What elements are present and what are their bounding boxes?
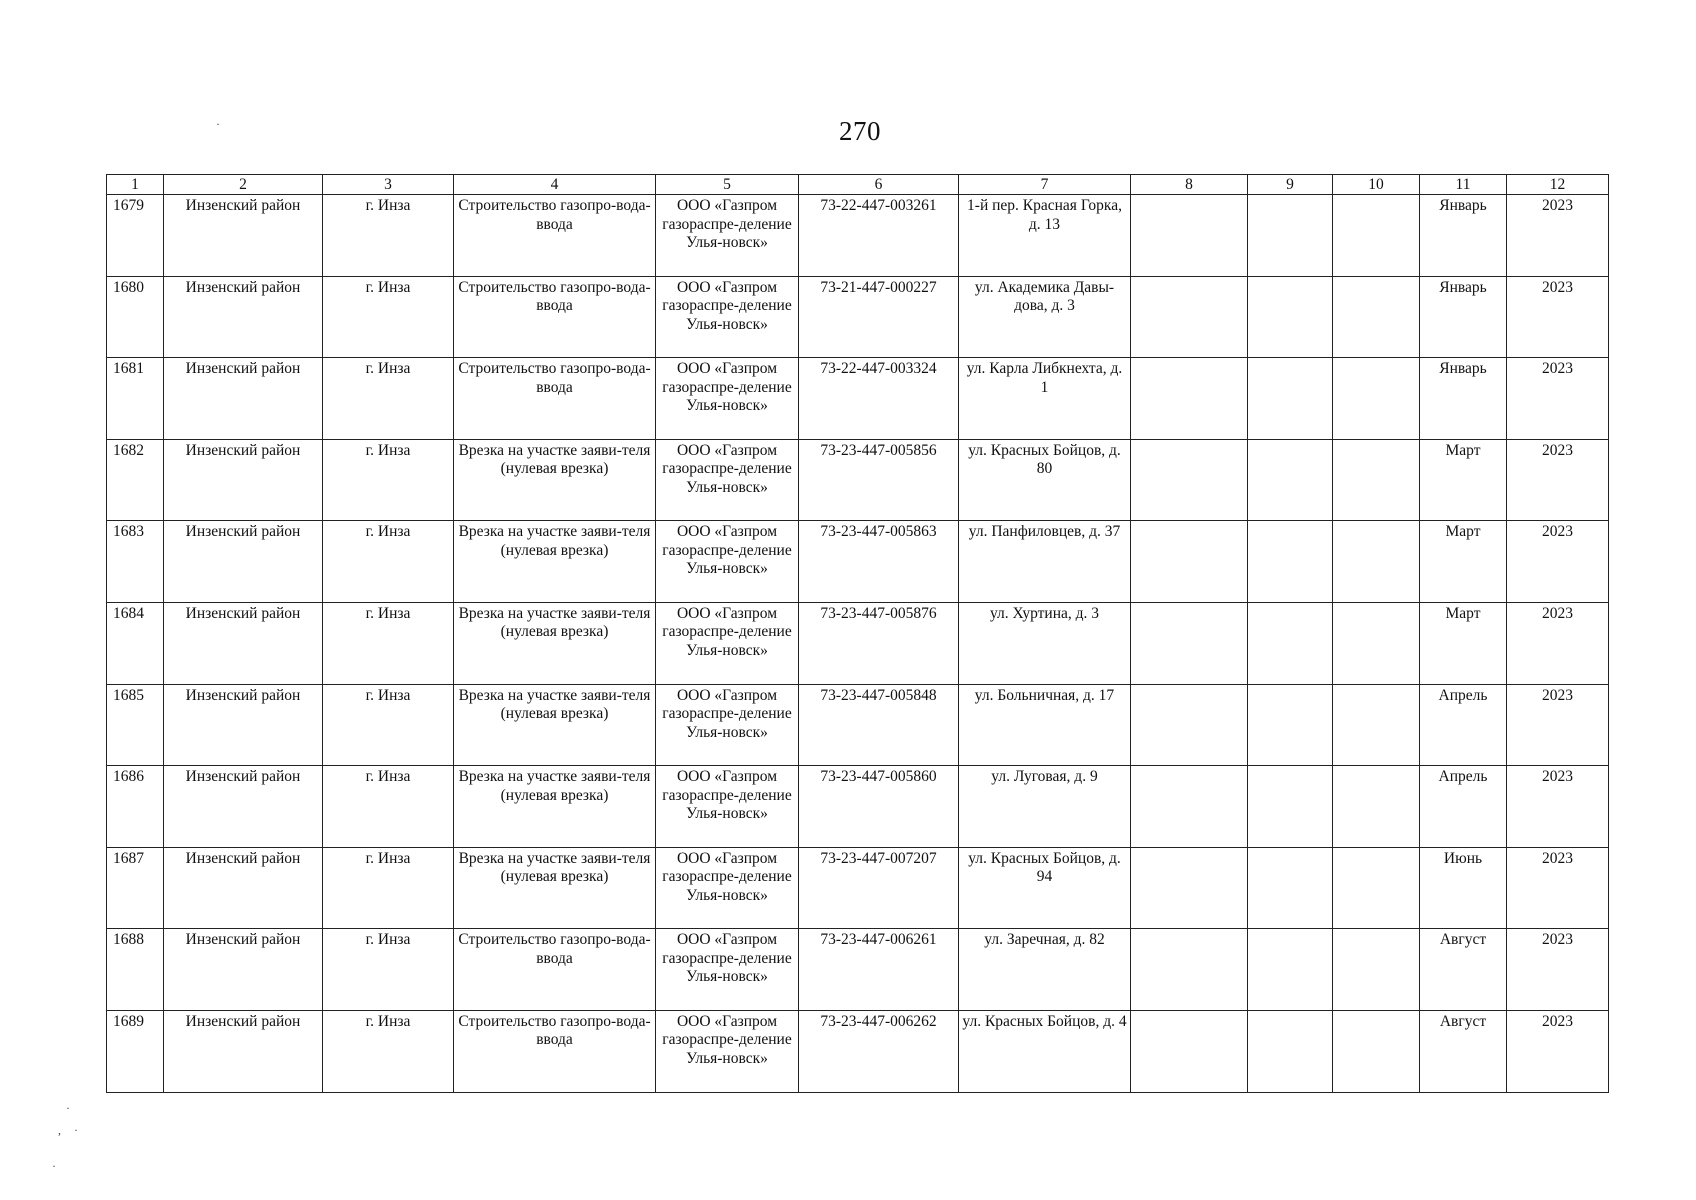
month-cell: Апрель — [1420, 684, 1507, 766]
month-cell: Август — [1420, 1010, 1507, 1092]
work-type-cell: Врезка на участке заяви-теля (нулевая врезка) — [454, 766, 656, 848]
organization-cell: ООО «Газпром газораспре-деление Улья-новск» — [656, 847, 799, 929]
object-code-cell: 73-23-447-005863 — [799, 521, 959, 603]
column-header: 11 — [1420, 175, 1507, 195]
table-row — [107, 439, 1609, 521]
address-cell: ул. Карла Либкнехта, д. 1 — [959, 358, 1131, 440]
work-type-cell: Строительство газопро-вода-ввода — [454, 276, 656, 358]
district-cell: Инзенский район — [164, 766, 323, 848]
address-cell: ул. Красных Бойцов, д. 80 — [959, 439, 1131, 521]
organization-cell: ООО «Газпром газораспре-деление Улья-новск» — [656, 439, 799, 521]
address-cell: ул. Панфиловцев, д. 37 — [959, 521, 1131, 603]
city-cell: г. Инза — [323, 929, 454, 1011]
month-cell: Март — [1420, 521, 1507, 603]
work-type-cell: Строительство газопро-вода-ввода — [454, 929, 656, 1011]
year-cell: 2023 — [1507, 439, 1609, 521]
organization-cell: ООО «Газпром газораспре-деление Улья-новск» — [656, 602, 799, 684]
organization-cell: ООО «Газпром газораспре-деление Улья-новск» — [656, 1010, 799, 1092]
city-cell: г. Инза — [323, 602, 454, 684]
column-10-cell — [1333, 847, 1420, 929]
column-header: 12 — [1507, 175, 1609, 195]
work-type-cell: Строительство газопро-вода-ввода — [454, 358, 656, 440]
address-cell: ул. Красных Бойцов, д. 4 — [959, 1010, 1131, 1092]
row-number-cell: 1679 — [107, 195, 164, 277]
object-code-cell: 73-22-447-003324 — [799, 358, 959, 440]
district-cell: Инзенский район — [164, 358, 323, 440]
column-header: 2 — [164, 175, 323, 195]
work-type-cell: Строительство газопро-вода-ввода — [454, 195, 656, 277]
column-header: 6 — [799, 175, 959, 195]
organization-cell: ООО «Газпром газораспре-деление Улья-новск» — [656, 521, 799, 603]
object-code-cell: 73-23-447-005860 — [799, 766, 959, 848]
column-header: 1 — [107, 175, 164, 195]
city-cell: г. Инза — [323, 521, 454, 603]
column-10-cell — [1333, 439, 1420, 521]
address-cell: ул. Больничная, д. 17 — [959, 684, 1131, 766]
year-cell: 2023 — [1507, 276, 1609, 358]
address-cell: 1-й пер. Красная Горка, д. 13 — [959, 195, 1131, 277]
address-cell: ул. Заречная, д. 82 — [959, 929, 1131, 1011]
district-cell: Инзенский район — [164, 521, 323, 603]
column-9-cell — [1248, 358, 1333, 440]
district-cell: Инзенский район — [164, 847, 323, 929]
column-header: 7 — [959, 175, 1131, 195]
column-8-cell — [1131, 847, 1248, 929]
column-8-cell — [1131, 684, 1248, 766]
year-cell: 2023 — [1507, 684, 1609, 766]
column-10-cell — [1333, 521, 1420, 603]
column-8-cell — [1131, 602, 1248, 684]
work-type-cell: Врезка на участке заяви-теля (нулевая врезка) — [454, 521, 656, 603]
district-cell: Инзенский район — [164, 602, 323, 684]
column-header: 4 — [454, 175, 656, 195]
object-code-cell: 73-23-447-006261 — [799, 929, 959, 1011]
address-cell: ул. Академика Давы-дова, д. 3 — [959, 276, 1131, 358]
row-number-cell: 1687 — [107, 847, 164, 929]
column-10-cell — [1333, 1010, 1420, 1092]
year-cell: 2023 — [1507, 602, 1609, 684]
organization-cell: ООО «Газпром газораспре-деление Улья-новск» — [656, 195, 799, 277]
organization-cell: ООО «Газпром газораспре-деление Улья-новск» — [656, 358, 799, 440]
column-10-cell — [1333, 195, 1420, 277]
work-type-cell: Врезка на участке заяви-теля (нулевая врезка) — [454, 847, 656, 929]
month-cell: Январь — [1420, 276, 1507, 358]
city-cell: г. Инза — [323, 276, 454, 358]
column-9-cell — [1248, 276, 1333, 358]
object-code-cell: 73-23-447-006262 — [799, 1010, 959, 1092]
gasification-table — [106, 174, 1609, 1093]
table-row — [107, 684, 1609, 766]
month-cell: Март — [1420, 602, 1507, 684]
work-type-cell: Строительство газопро-вода-ввода — [454, 1010, 656, 1092]
column-10-cell — [1333, 276, 1420, 358]
city-cell: г. Инза — [323, 439, 454, 521]
scan-speck: · — [52, 1159, 56, 1173]
object-code-cell: 73-22-447-003261 — [799, 195, 959, 277]
address-cell: ул. Красных Бойцов, д. 94 — [959, 847, 1131, 929]
table-row — [107, 358, 1609, 440]
address-cell: ул. Луговая, д. 9 — [959, 766, 1131, 848]
year-cell: 2023 — [1507, 766, 1609, 848]
work-type-cell: Врезка на участке заяви-теля (нулевая врезка) — [454, 602, 656, 684]
row-number-cell: 1688 — [107, 929, 164, 1011]
column-8-cell — [1131, 358, 1248, 440]
column-header: 9 — [1248, 175, 1333, 195]
city-cell: г. Инза — [323, 766, 454, 848]
organization-cell: ООО «Газпром газораспре-деление Улья-новск» — [656, 276, 799, 358]
column-number-row — [107, 175, 1609, 195]
organization-cell: ООО «Газпром газораспре-деление Улья-новск» — [656, 684, 799, 766]
row-number-cell: 1681 — [107, 358, 164, 440]
work-type-cell: Врезка на участке заяви-теля (нулевая врезка) — [454, 684, 656, 766]
district-cell: Инзенский район — [164, 439, 323, 521]
month-cell: Январь — [1420, 358, 1507, 440]
column-8-cell — [1131, 766, 1248, 848]
table-row — [107, 276, 1609, 358]
city-cell: г. Инза — [323, 195, 454, 277]
table-row — [107, 195, 1609, 277]
scan-speck: · — [216, 117, 220, 131]
work-type-cell: Врезка на участке заяви-теля (нулевая врезка) — [454, 439, 656, 521]
column-9-cell — [1248, 847, 1333, 929]
column-8-cell — [1131, 521, 1248, 603]
year-cell: 2023 — [1507, 195, 1609, 277]
city-cell: г. Инза — [323, 358, 454, 440]
scan-speck: , — [58, 1123, 61, 1137]
table-row — [107, 602, 1609, 684]
organization-cell: ООО «Газпром газораспре-деление Улья-новск» — [656, 766, 799, 848]
scan-speck: · — [74, 1123, 78, 1137]
city-cell: г. Инза — [323, 684, 454, 766]
object-code-cell: 73-21-447-000227 — [799, 276, 959, 358]
scan-speck: · — [66, 1101, 70, 1115]
table-row — [107, 1010, 1609, 1092]
column-header: 3 — [323, 175, 454, 195]
column-header: 8 — [1131, 175, 1248, 195]
row-number-cell: 1683 — [107, 521, 164, 603]
organization-cell: ООО «Газпром газораспре-деление Улья-новск» — [656, 929, 799, 1011]
table-row — [107, 847, 1609, 929]
month-cell: Июнь — [1420, 847, 1507, 929]
page-number: 270 — [839, 116, 881, 146]
row-number-cell: 1682 — [107, 439, 164, 521]
column-10-cell — [1333, 358, 1420, 440]
district-cell: Инзенский район — [164, 684, 323, 766]
district-cell: Инзенский район — [164, 195, 323, 277]
object-code-cell: 73-23-447-005876 — [799, 602, 959, 684]
city-cell: г. Инза — [323, 847, 454, 929]
month-cell: Январь — [1420, 195, 1507, 277]
column-9-cell — [1248, 1010, 1333, 1092]
year-cell: 2023 — [1507, 358, 1609, 440]
column-9-cell — [1248, 766, 1333, 848]
row-number-cell: 1689 — [107, 1010, 164, 1092]
column-9-cell — [1248, 521, 1333, 603]
district-cell: Инзенский район — [164, 276, 323, 358]
column-8-cell — [1131, 276, 1248, 358]
object-code-cell: 73-23-447-005856 — [799, 439, 959, 521]
column-9-cell — [1248, 684, 1333, 766]
column-8-cell — [1131, 439, 1248, 521]
row-number-cell: 1680 — [107, 276, 164, 358]
column-9-cell — [1248, 439, 1333, 521]
column-8-cell — [1131, 1010, 1248, 1092]
district-cell: Инзенский район — [164, 1010, 323, 1092]
city-cell: г. Инза — [323, 1010, 454, 1092]
column-10-cell — [1333, 929, 1420, 1011]
row-number-cell: 1686 — [107, 766, 164, 848]
year-cell: 2023 — [1507, 1010, 1609, 1092]
table-row — [107, 929, 1609, 1011]
object-code-cell: 73-23-447-007207 — [799, 847, 959, 929]
column-8-cell — [1131, 929, 1248, 1011]
year-cell: 2023 — [1507, 847, 1609, 929]
address-cell: ул. Хуртина, д. 3 — [959, 602, 1131, 684]
column-9-cell — [1248, 602, 1333, 684]
column-header: 5 — [656, 175, 799, 195]
row-number-cell: 1684 — [107, 602, 164, 684]
column-9-cell — [1248, 195, 1333, 277]
column-10-cell — [1333, 766, 1420, 848]
district-cell: Инзенский район — [164, 929, 323, 1011]
column-9-cell — [1248, 929, 1333, 1011]
year-cell: 2023 — [1507, 929, 1609, 1011]
table-body — [107, 195, 1609, 1093]
month-cell: Август — [1420, 929, 1507, 1011]
column-header: 10 — [1333, 175, 1420, 195]
object-code-cell: 73-23-447-005848 — [799, 684, 959, 766]
table-row — [107, 766, 1609, 848]
row-number-cell: 1685 — [107, 684, 164, 766]
column-8-cell — [1131, 195, 1248, 277]
month-cell: Апрель — [1420, 766, 1507, 848]
month-cell: Март — [1420, 439, 1507, 521]
table-row — [107, 521, 1609, 603]
column-10-cell — [1333, 684, 1420, 766]
year-cell: 2023 — [1507, 521, 1609, 603]
column-10-cell — [1333, 602, 1420, 684]
